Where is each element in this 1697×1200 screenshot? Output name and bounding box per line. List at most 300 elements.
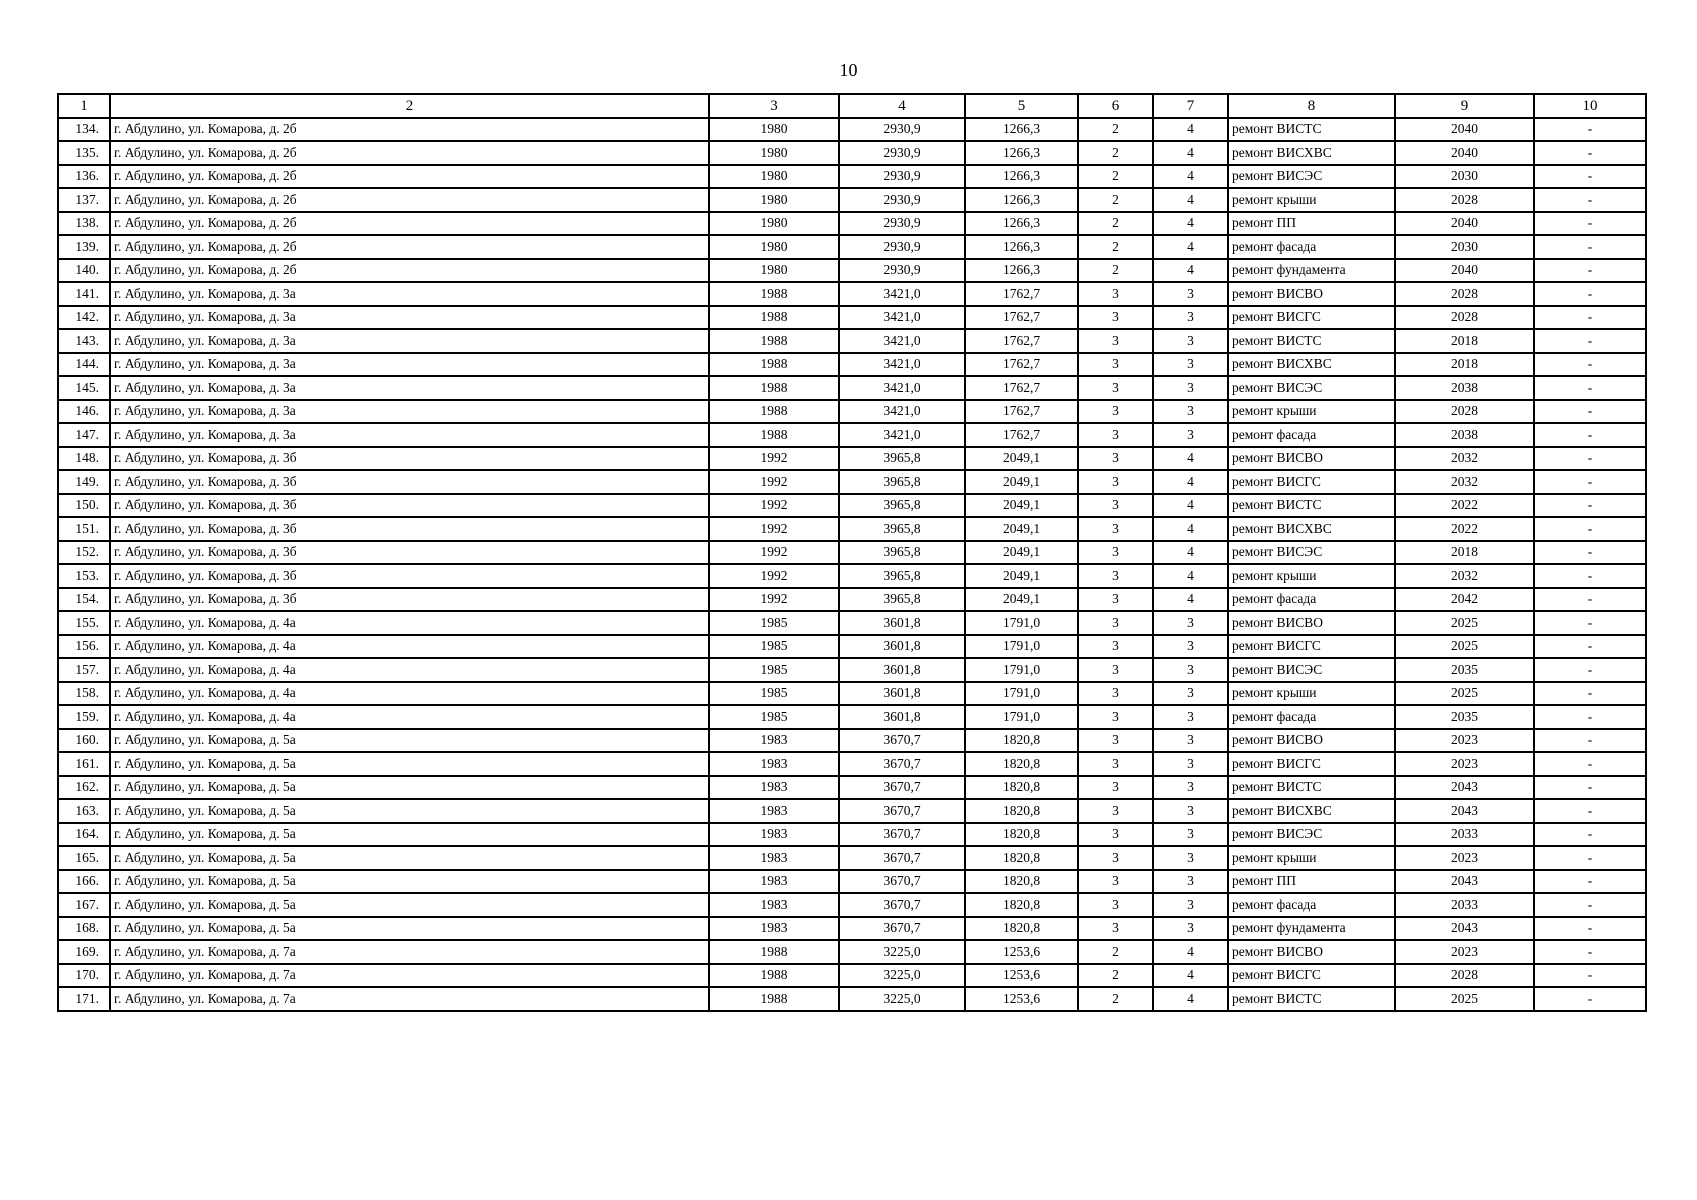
table-row — [58, 658, 1646, 682]
cell-planned-year: 2028 — [1395, 306, 1534, 330]
cell-row-number: 135. — [58, 141, 110, 165]
cell-total-area: 3421,0 — [839, 376, 965, 400]
cell-planned-year: 2040 — [1395, 118, 1534, 142]
cell-work-type: ремонт ВИСГС — [1228, 752, 1395, 776]
table-row — [58, 823, 1646, 847]
cell-floors: 3 — [1078, 917, 1153, 941]
cell-living-area: 1791,0 — [965, 635, 1078, 659]
cell-row-number: 166. — [58, 870, 110, 894]
cell-living-area: 1820,8 — [965, 917, 1078, 941]
cell-work-type: ремонт ВИСВО — [1228, 611, 1395, 635]
cell-address: г. Абдулино, ул. Комарова, д. 5а — [110, 729, 709, 753]
cell-living-area: 2049,1 — [965, 517, 1078, 541]
cell-entrances: 3 — [1153, 917, 1228, 941]
cell-address: г. Абдулино, ул. Комарова, д. 3а — [110, 400, 709, 424]
cell-year-built: 1983 — [709, 752, 839, 776]
cell-work-type: ремонт ВИСЭС — [1228, 376, 1395, 400]
cell-floors: 3 — [1078, 682, 1153, 706]
cell-planned-year: 2040 — [1395, 212, 1534, 236]
cell-entrances: 4 — [1153, 447, 1228, 471]
cell-work-type: ремонт фасада — [1228, 705, 1395, 729]
cell-work-type: ремонт ВИСХВС — [1228, 517, 1395, 541]
cell-note: - — [1534, 188, 1646, 212]
cell-row-number: 152. — [58, 541, 110, 565]
cell-entrances: 4 — [1153, 940, 1228, 964]
cell-address: г. Абдулино, ул. Комарова, д. 5а — [110, 893, 709, 917]
cell-year-built: 1983 — [709, 823, 839, 847]
cell-planned-year: 2023 — [1395, 846, 1534, 870]
cell-row-number: 157. — [58, 658, 110, 682]
cell-floors: 3 — [1078, 447, 1153, 471]
cell-year-built: 1988 — [709, 282, 839, 306]
cell-living-area: 1762,7 — [965, 423, 1078, 447]
cell-living-area: 1266,3 — [965, 188, 1078, 212]
table-row — [58, 447, 1646, 471]
cell-year-built: 1983 — [709, 893, 839, 917]
cell-address: г. Абдулино, ул. Комарова, д. 2б — [110, 212, 709, 236]
cell-address: г. Абдулино, ул. Комарова, д. 3а — [110, 423, 709, 447]
cell-total-area: 3601,8 — [839, 635, 965, 659]
table-row — [58, 118, 1646, 142]
cell-year-built: 1983 — [709, 776, 839, 800]
cell-total-area: 3670,7 — [839, 893, 965, 917]
table-row — [58, 306, 1646, 330]
cell-row-number: 154. — [58, 588, 110, 612]
cell-total-area: 3965,8 — [839, 588, 965, 612]
cell-year-built: 1980 — [709, 165, 839, 189]
cell-entrances: 4 — [1153, 165, 1228, 189]
table-body — [58, 118, 1646, 1011]
cell-year-built: 1980 — [709, 212, 839, 236]
cell-floors: 3 — [1078, 282, 1153, 306]
cell-row-number: 148. — [58, 447, 110, 471]
cell-work-type: ремонт ВИСВО — [1228, 447, 1395, 471]
cell-row-number: 162. — [58, 776, 110, 800]
header-cell-1: 1 — [58, 94, 110, 118]
cell-planned-year: 2023 — [1395, 752, 1534, 776]
cell-row-number: 171. — [58, 987, 110, 1011]
cell-living-area: 2049,1 — [965, 541, 1078, 565]
header-cell-10: 10 — [1534, 94, 1646, 118]
cell-planned-year: 2043 — [1395, 917, 1534, 941]
cell-floors: 3 — [1078, 470, 1153, 494]
cell-work-type: ремонт ВИСТС — [1228, 494, 1395, 518]
table-row — [58, 564, 1646, 588]
cell-row-number: 145. — [58, 376, 110, 400]
cell-address: г. Абдулино, ул. Комарова, д. 4а — [110, 611, 709, 635]
cell-living-area: 2049,1 — [965, 470, 1078, 494]
cell-year-built: 1985 — [709, 682, 839, 706]
cell-note: - — [1534, 987, 1646, 1011]
table-row — [58, 870, 1646, 894]
cell-planned-year: 2025 — [1395, 611, 1534, 635]
cell-total-area: 3670,7 — [839, 870, 965, 894]
cell-total-area: 3965,8 — [839, 494, 965, 518]
cell-address: г. Абдулино, ул. Комарова, д. 3а — [110, 329, 709, 353]
cell-floors: 3 — [1078, 376, 1153, 400]
cell-year-built: 1992 — [709, 494, 839, 518]
header-cell-9: 9 — [1395, 94, 1534, 118]
cell-floors: 2 — [1078, 165, 1153, 189]
cell-entrances: 3 — [1153, 846, 1228, 870]
cell-address: г. Абдулино, ул. Комарова, д. 2б — [110, 235, 709, 259]
header-cell-6: 6 — [1078, 94, 1153, 118]
cell-note: - — [1534, 447, 1646, 471]
cell-living-area: 1762,7 — [965, 329, 1078, 353]
cell-entrances: 4 — [1153, 118, 1228, 142]
cell-work-type: ремонт крыши — [1228, 188, 1395, 212]
cell-planned-year: 2040 — [1395, 259, 1534, 283]
cell-planned-year: 2028 — [1395, 400, 1534, 424]
cell-total-area: 3670,7 — [839, 917, 965, 941]
cell-note: - — [1534, 353, 1646, 377]
cell-work-type: ремонт крыши — [1228, 682, 1395, 706]
table-row — [58, 776, 1646, 800]
cell-year-built: 1992 — [709, 517, 839, 541]
page-number: 10 — [839, 60, 858, 80]
cell-floors: 2 — [1078, 118, 1153, 142]
cell-year-built: 1988 — [709, 987, 839, 1011]
cell-row-number: 136. — [58, 165, 110, 189]
cell-work-type: ремонт ВИСВО — [1228, 729, 1395, 753]
cell-row-number: 139. — [58, 235, 110, 259]
cell-entrances: 3 — [1153, 870, 1228, 894]
cell-living-area: 2049,1 — [965, 447, 1078, 471]
cell-planned-year: 2028 — [1395, 188, 1534, 212]
cell-living-area: 2049,1 — [965, 564, 1078, 588]
cell-address: г. Абдулино, ул. Комарова, д. 3б — [110, 470, 709, 494]
cell-row-number: 169. — [58, 940, 110, 964]
cell-entrances: 3 — [1153, 682, 1228, 706]
cell-planned-year: 2022 — [1395, 517, 1534, 541]
cell-work-type: ремонт фундамента — [1228, 917, 1395, 941]
cell-total-area: 2930,9 — [839, 188, 965, 212]
cell-address: г. Абдулино, ул. Комарова, д. 5а — [110, 870, 709, 894]
cell-living-area: 1820,8 — [965, 893, 1078, 917]
cell-floors: 3 — [1078, 705, 1153, 729]
table-row — [58, 400, 1646, 424]
cell-entrances: 3 — [1153, 823, 1228, 847]
cell-total-area: 3670,7 — [839, 752, 965, 776]
table-row — [58, 588, 1646, 612]
cell-note: - — [1534, 611, 1646, 635]
table-row — [58, 682, 1646, 706]
cell-note: - — [1534, 893, 1646, 917]
cell-living-area: 1820,8 — [965, 729, 1078, 753]
cell-row-number: 168. — [58, 917, 110, 941]
cell-address: г. Абдулино, ул. Комарова, д. 4а — [110, 658, 709, 682]
table-row — [58, 188, 1646, 212]
cell-planned-year: 2043 — [1395, 799, 1534, 823]
cell-planned-year: 2018 — [1395, 541, 1534, 565]
cell-year-built: 1980 — [709, 118, 839, 142]
cell-address: г. Абдулино, ул. Комарова, д. 2б — [110, 259, 709, 283]
cell-address: г. Абдулино, ул. Комарова, д. 3б — [110, 588, 709, 612]
cell-work-type: ремонт ВИСХВС — [1228, 353, 1395, 377]
cell-planned-year: 2018 — [1395, 353, 1534, 377]
cell-address: г. Абдулино, ул. Комарова, д. 3б — [110, 447, 709, 471]
cell-floors: 2 — [1078, 259, 1153, 283]
cell-planned-year: 2023 — [1395, 940, 1534, 964]
cell-floors: 3 — [1078, 658, 1153, 682]
cell-entrances: 3 — [1153, 776, 1228, 800]
cell-planned-year: 2032 — [1395, 470, 1534, 494]
cell-row-number: 143. — [58, 329, 110, 353]
cell-entrances: 4 — [1153, 188, 1228, 212]
cell-living-area: 1820,8 — [965, 870, 1078, 894]
cell-work-type: ремонт крыши — [1228, 846, 1395, 870]
cell-entrances: 3 — [1153, 729, 1228, 753]
cell-floors: 2 — [1078, 987, 1153, 1011]
table-row — [58, 329, 1646, 353]
cell-planned-year: 2030 — [1395, 235, 1534, 259]
cell-row-number: 150. — [58, 494, 110, 518]
cell-row-number: 153. — [58, 564, 110, 588]
cell-floors: 3 — [1078, 329, 1153, 353]
cell-total-area: 2930,9 — [839, 212, 965, 236]
cell-year-built: 1983 — [709, 870, 839, 894]
table-row — [58, 752, 1646, 776]
cell-living-area: 1820,8 — [965, 776, 1078, 800]
cell-entrances: 4 — [1153, 141, 1228, 165]
cell-living-area: 1762,7 — [965, 282, 1078, 306]
cell-living-area: 1820,8 — [965, 799, 1078, 823]
cell-note: - — [1534, 517, 1646, 541]
table-row — [58, 893, 1646, 917]
cell-note: - — [1534, 964, 1646, 988]
cell-entrances: 4 — [1153, 564, 1228, 588]
cell-living-area: 1253,6 — [965, 940, 1078, 964]
cell-address: г. Абдулино, ул. Комарова, д. 3а — [110, 282, 709, 306]
cell-entrances: 3 — [1153, 635, 1228, 659]
cell-year-built: 1988 — [709, 940, 839, 964]
cell-floors: 3 — [1078, 564, 1153, 588]
cell-note: - — [1534, 564, 1646, 588]
cell-work-type: ремонт ВИСГС — [1228, 306, 1395, 330]
cell-note: - — [1534, 259, 1646, 283]
cell-floors: 3 — [1078, 776, 1153, 800]
cell-planned-year: 2040 — [1395, 141, 1534, 165]
cell-floors: 3 — [1078, 846, 1153, 870]
cell-floors: 2 — [1078, 141, 1153, 165]
cell-work-type: ремонт ПП — [1228, 212, 1395, 236]
cell-address: г. Абдулино, ул. Комарова, д. 5а — [110, 799, 709, 823]
table-row — [58, 165, 1646, 189]
cell-work-type: ремонт фасада — [1228, 588, 1395, 612]
cell-work-type: ремонт крыши — [1228, 400, 1395, 424]
cell-entrances: 3 — [1153, 658, 1228, 682]
cell-note: - — [1534, 541, 1646, 565]
cell-row-number: 140. — [58, 259, 110, 283]
cell-year-built: 1985 — [709, 611, 839, 635]
cell-floors: 3 — [1078, 588, 1153, 612]
cell-total-area: 3965,8 — [839, 447, 965, 471]
table-row — [58, 541, 1646, 565]
cell-work-type: ремонт фасада — [1228, 893, 1395, 917]
cell-planned-year: 2035 — [1395, 658, 1534, 682]
cell-floors: 2 — [1078, 235, 1153, 259]
cell-living-area: 2049,1 — [965, 494, 1078, 518]
cell-work-type: ремонт ВИСЭС — [1228, 658, 1395, 682]
cell-living-area: 1253,6 — [965, 987, 1078, 1011]
cell-row-number: 138. — [58, 212, 110, 236]
cell-note: - — [1534, 940, 1646, 964]
cell-row-number: 151. — [58, 517, 110, 541]
cell-year-built: 1985 — [709, 635, 839, 659]
cell-planned-year: 2025 — [1395, 987, 1534, 1011]
cell-note: - — [1534, 165, 1646, 189]
cell-floors: 3 — [1078, 423, 1153, 447]
cell-floors: 3 — [1078, 799, 1153, 823]
cell-address: г. Абдулино, ул. Комарова, д. 7а — [110, 964, 709, 988]
table-header — [58, 94, 1646, 118]
repair-schedule-table — [57, 93, 1647, 1012]
cell-address: г. Абдулино, ул. Комарова, д. 3б — [110, 517, 709, 541]
cell-floors: 2 — [1078, 964, 1153, 988]
cell-address: г. Абдулино, ул. Комарова, д. 5а — [110, 846, 709, 870]
cell-note: - — [1534, 306, 1646, 330]
cell-work-type: ремонт ВИСТС — [1228, 776, 1395, 800]
cell-note: - — [1534, 235, 1646, 259]
cell-address: г. Абдулино, ул. Комарова, д. 5а — [110, 823, 709, 847]
cell-address: г. Абдулино, ул. Комарова, д. 2б — [110, 118, 709, 142]
table-row — [58, 517, 1646, 541]
cell-note: - — [1534, 470, 1646, 494]
cell-floors: 2 — [1078, 940, 1153, 964]
cell-total-area: 3670,7 — [839, 823, 965, 847]
table-row — [58, 376, 1646, 400]
cell-work-type: ремонт фундамента — [1228, 259, 1395, 283]
cell-total-area: 3421,0 — [839, 306, 965, 330]
table-row — [58, 235, 1646, 259]
cell-work-type: ремонт ВИСЭС — [1228, 165, 1395, 189]
cell-row-number: 146. — [58, 400, 110, 424]
cell-work-type: ремонт фасада — [1228, 235, 1395, 259]
cell-total-area: 3225,0 — [839, 940, 965, 964]
cell-work-type: ремонт ВИСТС — [1228, 118, 1395, 142]
cell-living-area: 1266,3 — [965, 118, 1078, 142]
cell-living-area: 1762,7 — [965, 376, 1078, 400]
cell-total-area: 3670,7 — [839, 799, 965, 823]
cell-year-built: 1992 — [709, 470, 839, 494]
header-cell-4: 4 — [839, 94, 965, 118]
cell-living-area: 1762,7 — [965, 353, 1078, 377]
header-cell-2: 2 — [110, 94, 709, 118]
cell-planned-year: 2028 — [1395, 282, 1534, 306]
cell-address: г. Абдулино, ул. Комарова, д. 3б — [110, 541, 709, 565]
cell-year-built: 1983 — [709, 729, 839, 753]
header-cell-5: 5 — [965, 94, 1078, 118]
table-row — [58, 470, 1646, 494]
cell-living-area: 1762,7 — [965, 400, 1078, 424]
cell-note: - — [1534, 870, 1646, 894]
cell-living-area: 1266,3 — [965, 141, 1078, 165]
cell-entrances: 3 — [1153, 282, 1228, 306]
cell-row-number: 163. — [58, 799, 110, 823]
cell-planned-year: 2018 — [1395, 329, 1534, 353]
cell-planned-year: 2030 — [1395, 165, 1534, 189]
cell-row-number: 142. — [58, 306, 110, 330]
cell-total-area: 3225,0 — [839, 964, 965, 988]
cell-planned-year: 2043 — [1395, 776, 1534, 800]
cell-year-built: 1988 — [709, 329, 839, 353]
cell-entrances: 3 — [1153, 423, 1228, 447]
cell-address: г. Абдулино, ул. Комарова, д. 3а — [110, 376, 709, 400]
cell-note: - — [1534, 400, 1646, 424]
cell-floors: 3 — [1078, 635, 1153, 659]
cell-work-type: ремонт ВИСТС — [1228, 329, 1395, 353]
cell-row-number: 167. — [58, 893, 110, 917]
cell-planned-year: 2033 — [1395, 823, 1534, 847]
cell-total-area: 3421,0 — [839, 423, 965, 447]
cell-year-built: 1988 — [709, 376, 839, 400]
cell-address: г. Абдулино, ул. Комарова, д. 5а — [110, 752, 709, 776]
cell-year-built: 1985 — [709, 658, 839, 682]
cell-row-number: 141. — [58, 282, 110, 306]
cell-address: г. Абдулино, ул. Комарова, д. 2б — [110, 141, 709, 165]
cell-address: г. Абдулино, ул. Комарова, д. 5а — [110, 776, 709, 800]
cell-year-built: 1992 — [709, 588, 839, 612]
cell-address: г. Абдулино, ул. Комарова, д. 3б — [110, 564, 709, 588]
cell-note: - — [1534, 776, 1646, 800]
cell-year-built: 1988 — [709, 400, 839, 424]
cell-note: - — [1534, 846, 1646, 870]
cell-note: - — [1534, 799, 1646, 823]
header-cell-3: 3 — [709, 94, 839, 118]
cell-work-type: ремонт ВИСГС — [1228, 635, 1395, 659]
cell-year-built: 1988 — [709, 306, 839, 330]
cell-total-area: 2930,9 — [839, 118, 965, 142]
cell-address: г. Абдулино, ул. Комарова, д. 7а — [110, 940, 709, 964]
cell-total-area: 3670,7 — [839, 846, 965, 870]
table-row — [58, 259, 1646, 283]
header-cell-8: 8 — [1228, 94, 1395, 118]
cell-living-area: 1820,8 — [965, 823, 1078, 847]
cell-work-type: ремонт ВИСХВС — [1228, 141, 1395, 165]
cell-total-area: 3965,8 — [839, 517, 965, 541]
cell-work-type: ремонт ВИСГС — [1228, 470, 1395, 494]
table-row — [58, 635, 1646, 659]
cell-living-area: 1266,3 — [965, 235, 1078, 259]
cell-planned-year: 2042 — [1395, 588, 1534, 612]
cell-planned-year: 2028 — [1395, 964, 1534, 988]
cell-note: - — [1534, 212, 1646, 236]
cell-entrances: 3 — [1153, 752, 1228, 776]
cell-entrances: 4 — [1153, 964, 1228, 988]
cell-year-built: 1992 — [709, 564, 839, 588]
cell-note: - — [1534, 588, 1646, 612]
cell-planned-year: 2038 — [1395, 376, 1534, 400]
cell-address: г. Абдулино, ул. Комарова, д. 7а — [110, 987, 709, 1011]
cell-floors: 3 — [1078, 729, 1153, 753]
cell-work-type: ремонт ВИСГС — [1228, 964, 1395, 988]
cell-year-built: 1992 — [709, 541, 839, 565]
cell-entrances: 3 — [1153, 329, 1228, 353]
cell-entrances: 4 — [1153, 517, 1228, 541]
cell-floors: 3 — [1078, 611, 1153, 635]
cell-work-type: ремонт ВИСХВС — [1228, 799, 1395, 823]
table-row — [58, 729, 1646, 753]
cell-note: - — [1534, 423, 1646, 447]
header-row — [58, 94, 1646, 118]
cell-entrances: 4 — [1153, 494, 1228, 518]
cell-total-area: 3601,8 — [839, 705, 965, 729]
cell-planned-year: 2025 — [1395, 682, 1534, 706]
cell-entrances: 4 — [1153, 588, 1228, 612]
table-row — [58, 964, 1646, 988]
cell-note: - — [1534, 282, 1646, 306]
cell-floors: 3 — [1078, 517, 1153, 541]
